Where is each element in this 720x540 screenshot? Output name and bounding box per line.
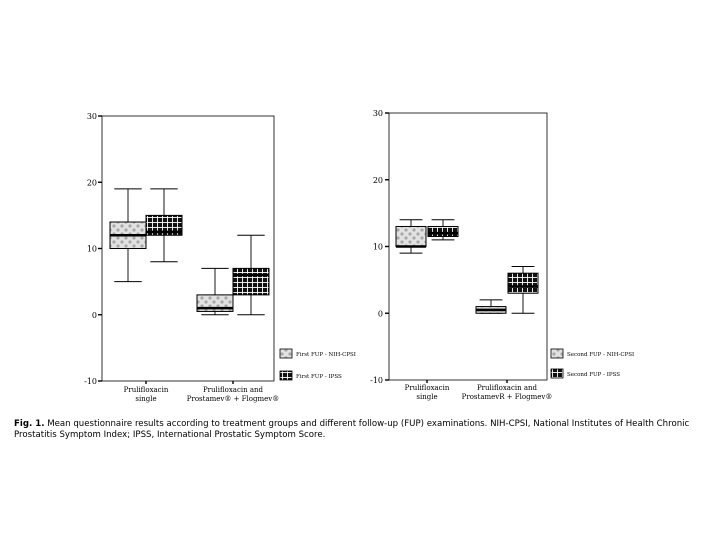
x-category-label bbox=[405, 384, 450, 401]
caption-text: Mean questionnaire results according to treatment groups and different follow-up (FUP) examinations. NIH-CPSI, National Institutes of Health Chronic Prostatitis Symptom Index; IPSS, International Prostatic Symptom Score. bbox=[14, 419, 690, 440]
box-nih-cpsi-2 bbox=[476, 300, 506, 313]
legend-label: First FUP - IPSS bbox=[296, 374, 342, 380]
legend-label: Second FUP - NIH-CPSI bbox=[567, 352, 635, 358]
x-category-label bbox=[462, 384, 553, 401]
y-tick-label: 10 bbox=[86, 244, 97, 254]
x-category-label-line: Prulifloxacin and bbox=[476, 384, 538, 392]
x-category-label-line: single bbox=[135, 395, 157, 403]
y-tick-label: 20 bbox=[372, 175, 383, 185]
x-category-label-line: single bbox=[416, 393, 438, 401]
y-tick-label: -10 bbox=[84, 377, 97, 386]
box-nih-cpsi-2 bbox=[197, 268, 233, 314]
x-category-label bbox=[187, 386, 279, 403]
box-iqr bbox=[396, 226, 426, 246]
box-nih-cpsi-1 bbox=[110, 189, 146, 282]
y-tick-label: 0 bbox=[91, 310, 97, 320]
y-tick-label: 0 bbox=[377, 309, 383, 319]
legend-swatch bbox=[551, 349, 563, 358]
figure-caption bbox=[14, 419, 714, 441]
box-ipss-1 bbox=[146, 189, 182, 262]
y-tick-label: 30 bbox=[372, 109, 383, 118]
legend-label: First FUP - NIH-CPSI bbox=[296, 352, 356, 358]
figure-number: Fig. 1. bbox=[14, 419, 45, 429]
y-tick-label: 20 bbox=[86, 178, 97, 188]
x-category-label-line: ProstamevR + Flogmev® bbox=[461, 393, 553, 401]
y-tick-label: 30 bbox=[86, 112, 97, 121]
x-category-label-line: Prulifloxacin and bbox=[202, 386, 264, 394]
chart-panel-2 bbox=[370, 109, 634, 401]
legend-swatch bbox=[280, 349, 292, 358]
x-category-label-line: Prulifloxacin bbox=[404, 384, 450, 392]
box-ipss-2 bbox=[508, 267, 538, 314]
chart-panel-1 bbox=[84, 112, 356, 403]
box-iqr bbox=[233, 268, 269, 295]
box-ipss-2 bbox=[233, 235, 269, 315]
legend-label: Second FUP - IPSS bbox=[567, 372, 621, 378]
y-tick-label: 10 bbox=[372, 242, 383, 252]
x-category-label-line: Prulifloxacin bbox=[123, 386, 169, 394]
box-iqr bbox=[508, 273, 538, 293]
legend-swatch bbox=[280, 371, 292, 380]
legend bbox=[280, 349, 356, 380]
legend-swatch bbox=[551, 369, 563, 378]
legend bbox=[551, 349, 634, 378]
box-iqr bbox=[428, 226, 458, 236]
x-category-label bbox=[124, 386, 169, 403]
box-nih-cpsi-1 bbox=[396, 220, 426, 253]
box-ipss-1 bbox=[428, 220, 458, 240]
x-category-label-line: Prostamev® + Flogmev® bbox=[186, 395, 280, 403]
y-tick-label: -10 bbox=[370, 376, 383, 385]
